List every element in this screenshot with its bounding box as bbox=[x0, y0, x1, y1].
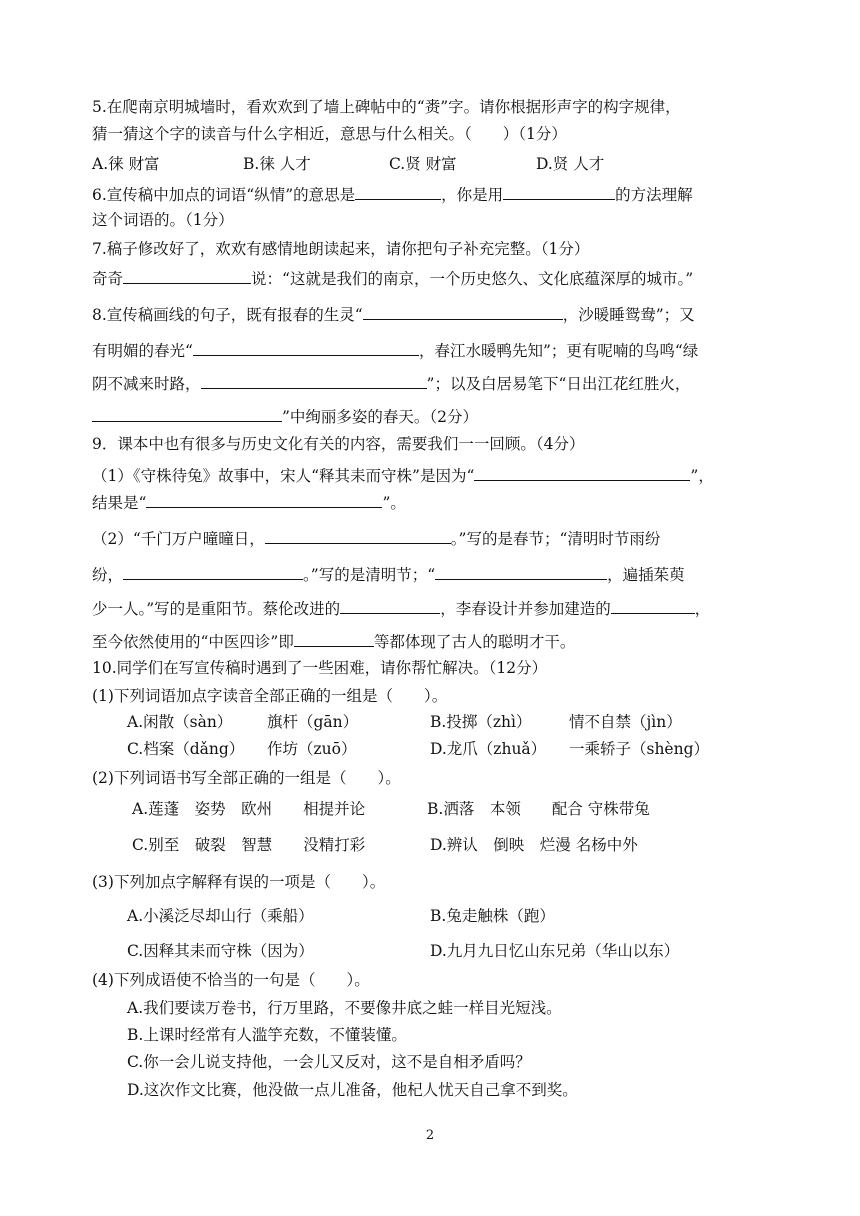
q5-option-a: A.徕 财富 bbox=[92, 155, 160, 173]
q9-text-a: （1）《守株待兔》故事中，宋人“释其耒而守株”是因为“ bbox=[92, 467, 475, 485]
q9-part1-line2 bbox=[92, 491, 406, 513]
q9-text-f: 。”写的是春节；“清明时节雨纷 bbox=[450, 530, 661, 548]
answer-blank[interactable] bbox=[92, 405, 282, 422]
q6-text-b: ，你是用 bbox=[441, 186, 504, 204]
q8-line2 bbox=[92, 339, 698, 361]
q9-text-n: 等都体现了古人的聪明才干。 bbox=[373, 633, 576, 651]
q10-sub1-option-a1: A.闲散（sàn） bbox=[127, 713, 233, 731]
answer-blank[interactable] bbox=[294, 630, 374, 647]
q10-sub4-stem: (4)下列成语使不恰当的一句是（ ）。 bbox=[92, 971, 370, 989]
q9-text-l: ， bbox=[694, 600, 711, 618]
q5-line2: 猜一猜这个字的读音与什么字相近，意思与什么相关。（ ）（1分） bbox=[92, 125, 567, 143]
q10-sub1-option-d2: 一乘轿子（shèng） bbox=[569, 740, 710, 758]
q10-sub2-stem: (2)下列词语书写全部正确的一组是（ ）。 bbox=[92, 769, 401, 787]
answer-blank[interactable] bbox=[123, 563, 303, 580]
q9-text-m: 至今依然使用的“中医四诊”即 bbox=[92, 633, 294, 651]
answer-blank[interactable] bbox=[435, 563, 607, 580]
q6-line1 bbox=[92, 183, 693, 205]
q8-text-c: 有明媚的春光“ bbox=[92, 342, 193, 360]
q10-sub4-option-b: B.上课时经常有人滥竽充数，不懂装懂。 bbox=[127, 1026, 407, 1044]
q8-text-a: 8.宣传稿画线的句子，既有报春的生灵“ bbox=[92, 306, 363, 324]
q9-text-j: 少一人。”写的是重阳节。蔡伦改进的 bbox=[92, 600, 341, 618]
q10-title: 10.同学们在写宣传稿时遇到了一些困难，请你帮忙解决。（12分） bbox=[92, 659, 548, 677]
q10-sub2-option-a: A.莲蓬 姿势 欧州 相提并论 bbox=[132, 800, 366, 818]
q7-text-b: 说：“这就是我们的南京，一个历史悠久、文化底蕴深厚的城市。” bbox=[251, 270, 694, 288]
q10-sub1-option-d1: D.龙爪（zhuǎ） bbox=[430, 740, 547, 758]
q8-text-f: ”；以及白居易笔下“日出江花红胜火， bbox=[426, 375, 691, 393]
q6-text-a: 6.宣传稿中加点的词语“纵情”的意思是 bbox=[92, 186, 356, 204]
q9-text-i: ，遍插茱萸 bbox=[607, 566, 685, 584]
q10-sub4-option-c: C.你一会儿说支持他，一会儿又反对，这不是自相矛盾吗？ bbox=[127, 1053, 531, 1071]
answer-blank[interactable] bbox=[363, 303, 563, 320]
answer-blank[interactable] bbox=[265, 527, 451, 544]
answer-blank[interactable] bbox=[146, 491, 382, 508]
q5-option-d: D.贤 人才 bbox=[536, 155, 605, 173]
q6-text-c: 的方法理解 bbox=[615, 186, 693, 204]
answer-blank[interactable] bbox=[123, 267, 251, 284]
q8-text-g: ”中绚丽多姿的春天。（2分） bbox=[282, 408, 479, 426]
q10-sub3-option-d: D.九月九日忆山东兄弟（华山以东） bbox=[430, 942, 680, 960]
q10-sub1-option-b2: 情不自禁（jìn） bbox=[569, 713, 682, 731]
answer-blank[interactable] bbox=[201, 372, 427, 389]
page-number: 2 bbox=[425, 1128, 435, 1143]
q10-sub3-option-c: C.因释其耒而守株（因为） bbox=[127, 942, 314, 960]
q9-text-g: 纷， bbox=[92, 566, 124, 584]
q10-sub4-option-d: D.这次作文比赛，他没做一点儿准备，他杞人忧天自己拿不到奖。 bbox=[127, 1081, 578, 1099]
q10-sub1-stem: (1)下列词语加点字读音全部正确的一组是（ ）。 bbox=[92, 687, 448, 705]
answer-blank[interactable] bbox=[355, 183, 441, 200]
q10-sub3-option-a: A.小溪泛尽却山行（乘船） bbox=[127, 907, 314, 925]
q10-sub1-option-c1: C.档案（dǎng） bbox=[127, 740, 245, 758]
q9-part2-line3 bbox=[92, 597, 710, 619]
q5-option-c: C.贤 财富 bbox=[389, 155, 457, 173]
answer-blank[interactable] bbox=[503, 183, 615, 200]
q9-text-c: 结果是“ bbox=[92, 494, 147, 512]
q10-sub1-option-c2: 作坊（zuō） bbox=[267, 740, 357, 758]
q10-sub3-stem: (3)下列加点字解释有误的一项是（ ）。 bbox=[92, 873, 386, 891]
q8-text-b: ，沙暖睡鸳鸯”；又 bbox=[562, 306, 695, 324]
answer-blank[interactable] bbox=[474, 464, 690, 481]
q8-line3 bbox=[92, 372, 690, 394]
q5-line1: 5.在爬南京明城墙时，看欢欢到了墙上碑帖中的“赉”字。请你根据形声字的构字规律， bbox=[92, 98, 681, 116]
q5-option-b: B.徕 人才 bbox=[243, 155, 311, 173]
q9-part2-line2 bbox=[92, 563, 685, 585]
q9-part2-line1 bbox=[92, 527, 660, 549]
q7-line1: 7.稿子修改好了，欢欢有感情地朗读起来，请你把句子补充完整。（1分） bbox=[92, 240, 590, 258]
q7-text-a: 奇奇 bbox=[92, 270, 124, 288]
q8-text-d: ，春江水暖鸭先知”；更有呢喃的鸟鸣“绿 bbox=[418, 342, 699, 360]
q9-part1-line1 bbox=[92, 464, 714, 486]
q9-text-k: ，李春设计并参加建造的 bbox=[440, 600, 611, 618]
q8-line1 bbox=[92, 303, 695, 325]
answer-blank[interactable] bbox=[611, 597, 695, 614]
q9-title: 9．课本中也有很多与历史文化有关的内容，需要我们一一回顾。（4分） bbox=[92, 435, 585, 453]
q10-sub1-option-b1: B.投掷（zhì） bbox=[430, 713, 532, 731]
q10-sub4-option-a: A.我们要读万卷书，行万里路，不要像井底之蛙一样目光短浅。 bbox=[127, 999, 562, 1017]
q10-sub2-option-c: C.别至 破裂 智慧 没精打彩 bbox=[132, 836, 366, 854]
answer-blank[interactable] bbox=[193, 339, 419, 356]
q10-sub2-option-b: B.洒落 本领 配合 守株带兔 bbox=[427, 800, 650, 818]
q9-part2-line4 bbox=[92, 630, 575, 652]
q9-text-b: ”， bbox=[690, 467, 714, 485]
q8-text-e: 阴不减来时路， bbox=[92, 375, 201, 393]
q9-text-h: 。”写的是清明节；“ bbox=[303, 566, 436, 584]
q10-sub1-option-a2: 旗杆（gān） bbox=[267, 713, 359, 731]
q9-text-e: （2）“千门万户曈曈日， bbox=[92, 530, 265, 548]
q9-text-d: ”。 bbox=[382, 494, 406, 512]
q8-line4 bbox=[92, 405, 478, 427]
q7-line2 bbox=[92, 267, 693, 289]
answer-blank[interactable] bbox=[340, 597, 440, 614]
q6-line2: 这个词语的。（1分） bbox=[92, 211, 234, 229]
q10-sub2-option-d: D.辨认 倒映 烂漫 名杨中外 bbox=[430, 836, 638, 854]
q10-sub3-option-b: B.兔走触株（跑） bbox=[430, 907, 555, 925]
